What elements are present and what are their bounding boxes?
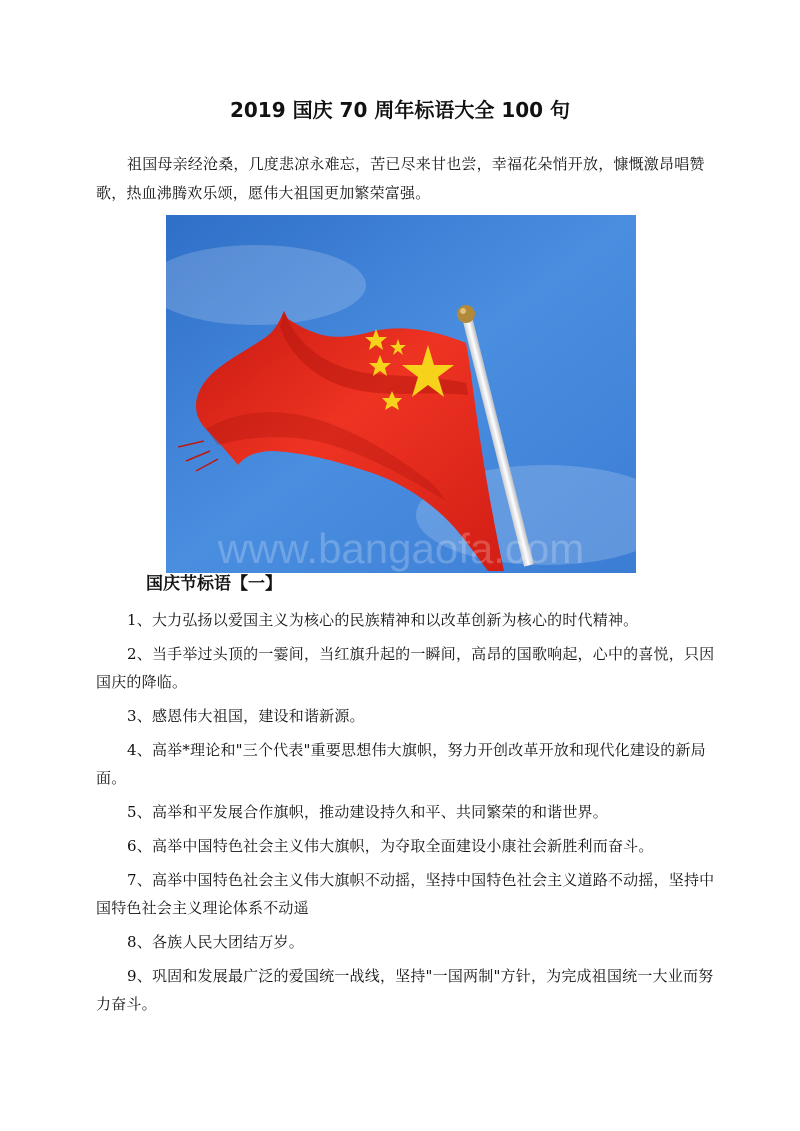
slogan-list [96,606,722,1024]
slogan-item: 3、感恩伟大祖国，建设和谐新源。 [127,707,365,725]
watermark: www.bangaofa.com [217,525,585,572]
page-title: 2019 国庆 70 周年标语大全 100 句 [229,98,571,122]
slogan-item: 7、高举中国特色社会主义伟大旗帜不动摇，坚持中国特色社会主义道路不动摇，坚持中国特色社会主义理论体系不动遥 [96,871,715,917]
slogan-item: 6、高举中国特色社会主义伟大旗帜，为夺取全面建设小康社会新胜利而奋斗。 [127,837,654,855]
slogan-item: 2、当手举过头顶的一霎间，当红旗升起的一瞬间，高昂的国歌响起，心中的喜悦，只因国庆的降临。 [96,645,715,691]
slogan-item: 8、各族人民大团结万岁。 [127,933,304,951]
slogan-item: 1、大力弘扬以爱国主义为核心的民族精神和以改革创新为核心的时代精神。 [127,611,639,629]
slogan-item: 5、高举和平发展合作旗帜，推动建设持久和平、共同繁荣的和谐世界。 [127,803,608,821]
intro-paragraph: 祖国母亲经沧桑，几度悲凉永难忘，苦已尽来甘也尝，幸福花朵悄开放，慷慨激昂唱赞歌，热血沸腾欢乐颂，愿伟大祖国更加繁荣富强。 [96,155,705,202]
section-heading: 国庆节标语【一】 [146,574,282,594]
slogan-item: 9、巩固和发展最广泛的爱国统一战线，坚持"一国两制"方针，为完成祖国统一大业而努力奋斗。 [96,967,714,1013]
slogan-item: 4、高举*理论和"三个代表"重要思想伟大旗帜，努力开创改革开放和现代化建设的新局面。 [96,741,706,787]
flag-photo [166,215,636,573]
